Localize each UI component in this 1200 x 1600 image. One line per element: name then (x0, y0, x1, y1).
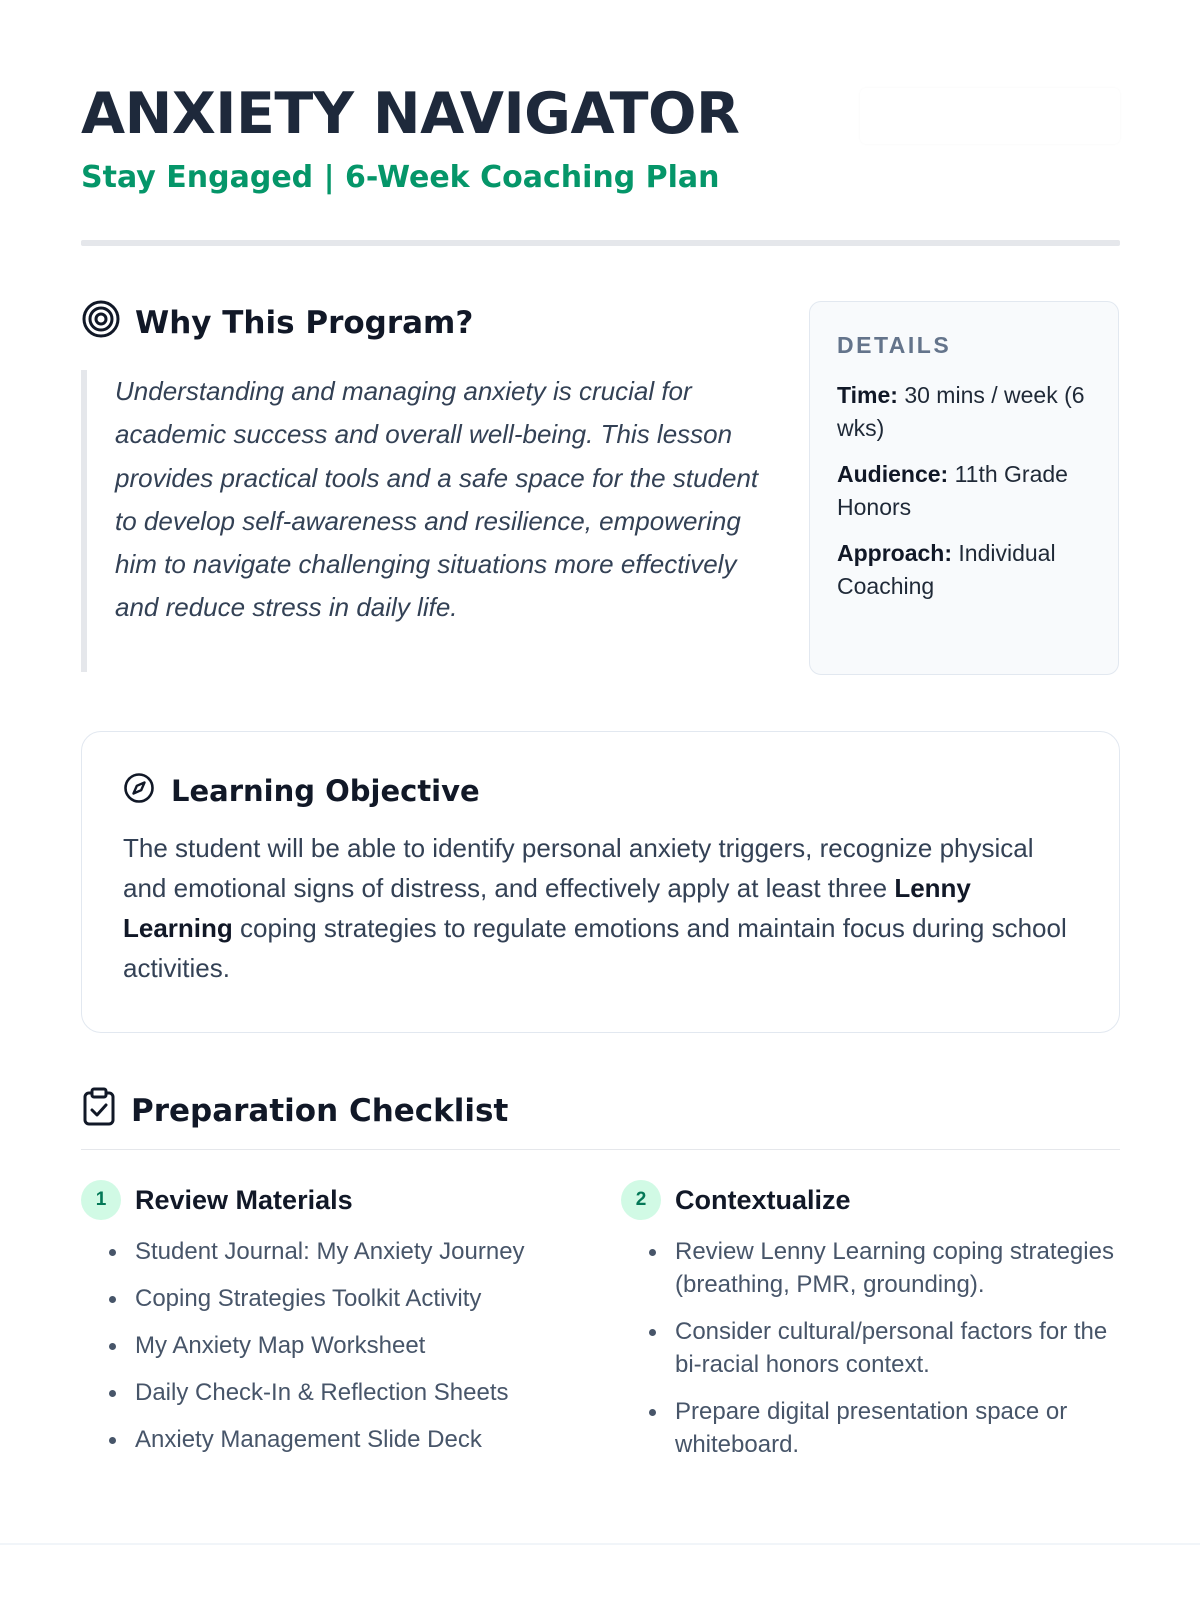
header-logo-placeholder (860, 88, 1120, 144)
footer-divider (0, 1543, 1200, 1545)
why-heading (81, 298, 761, 348)
objective-text-end: coping strategies to regulate emotions and maintain focus during school activities. (123, 913, 1067, 983)
header-divider (81, 240, 1120, 246)
materials-list (81, 1235, 621, 1457)
checklist-heading (81, 1085, 1120, 1137)
detail-approach (837, 537, 1091, 603)
column-title: Contextualize (675, 1184, 851, 1215)
objective-heading-text: Learning Objective (171, 774, 480, 808)
detail-time-label: Time: (837, 382, 898, 408)
list-item: My Anxiety Map Worksheet (135, 1329, 621, 1363)
checklist-column-contextualize (621, 1180, 1120, 1475)
page-header (81, 72, 1120, 198)
objective-text-highlight: Lenny Learning (123, 873, 971, 943)
detail-audience-label: Audience: (837, 461, 949, 487)
why-description: Understanding and managing anxiety is crucial for academic success and overall well-being. This lesson provides practical tools and a safe space for the student to develop self-awareness and resilience, empowering him to navigate challenging situations more effectively and reduce stress in daily life. (81, 370, 761, 672)
list-item: Review Lenny Learning coping strategies (breathing, PMR, grounding). (675, 1235, 1120, 1301)
target-icon (81, 299, 121, 347)
list-item: Daily Check-In & Reflection Sheets (135, 1376, 621, 1410)
why-section (81, 298, 761, 672)
detail-approach-value: Individual Coaching (837, 540, 1056, 599)
checklist-divider (81, 1149, 1120, 1150)
list-item: Consider cultural/personal factors for the bi-racial honors context. (675, 1315, 1120, 1381)
detail-audience-value: 11th Grade Honors (837, 461, 1068, 520)
list-item: Anxiety Management Slide Deck (135, 1423, 621, 1457)
step-number-badge: 1 (81, 1180, 121, 1220)
column-header (621, 1180, 1120, 1220)
learning-objective-card (81, 731, 1120, 1033)
column-title: Review Materials (135, 1184, 353, 1215)
why-heading-text: Why This Program? (135, 305, 474, 341)
list-item: Student Journal: My Anxiety Journey (135, 1235, 621, 1269)
detail-time-value: 30 mins / week (6 wks) (837, 382, 1085, 441)
page-title: ANXIETY NAVIGATOR (81, 81, 740, 147)
detail-audience (837, 458, 1091, 524)
checklist-heading-text: Preparation Checklist (131, 1093, 509, 1129)
context-list (621, 1235, 1120, 1461)
list-item: Coping Strategies Toolkit Activity (135, 1282, 621, 1316)
column-header (81, 1180, 621, 1220)
list-item: Prepare digital presentation space or whiteboard. (675, 1395, 1120, 1461)
clipboard-check-icon (81, 1087, 117, 1135)
objective-heading (123, 770, 1078, 812)
checklist-column-review (81, 1180, 621, 1475)
page-subtitle: Stay Engaged | 6-Week Coaching Plan (81, 160, 720, 195)
details-card (809, 301, 1119, 675)
checklist-columns (81, 1180, 1120, 1475)
compass-icon (123, 772, 155, 811)
preparation-checklist (81, 1085, 1120, 1475)
detail-time (837, 379, 1091, 445)
details-title: DETAILS (837, 332, 952, 358)
objective-text (123, 828, 1078, 988)
objective-text-start: The student will be able to identify personal anxiety triggers, recognize physical and emotional signs of distress, and effectively apply at least three (123, 833, 1034, 903)
step-number-badge: 2 (621, 1180, 661, 1220)
detail-approach-label: Approach: (837, 540, 952, 566)
